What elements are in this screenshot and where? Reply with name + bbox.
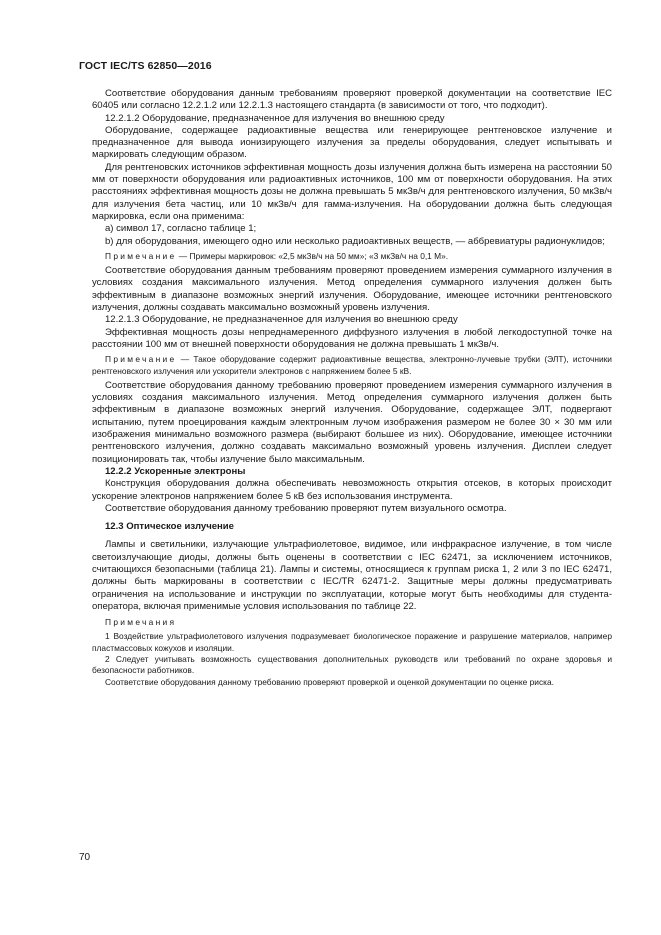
paragraph: Для рентгеновских источников эффективная мощность дозы излучения должна быть измерена на расстоянии 50 мм от поверхности оборудования или радиоактивных источников, 100 мм от поверхности оборудования. На этих расстояниях эффективная мощность дозы не должна превышать 5 мкЗв/ч для рентгеновского излучения, 50 мкЗв/ч для излучения бета частиц, или 10 мкЗв/ч для гамма-излучения. На оборудовании должна быть следующая маркировка, если она применима: (92, 161, 612, 222)
section-heading: 12.3 Оптическое излучение (105, 521, 234, 533)
note-label: Примечание (105, 250, 177, 261)
notes-label (92, 617, 612, 628)
note: 2 Следует учитывать возможность существования дополнительных руководств или требований по охране здоровья и безопасности работников. (92, 654, 612, 676)
note: 1 Воздействие ультрафиолетового излучения подразумевает биологическое поражение и разрушение материалов, например пластмассовых кожухов и изоляции. (92, 631, 612, 653)
paragraph: Соответствие оборудования данным требованиям проверяют проведением измерения суммарного излучения в условиях создания максимального излучения. Метод определения суммарного излучения должен быть эффективным в диапазоне возможных энергий излучения. Оборудование, имеющее источники рентгеновского излучения, должны создавать максимально возможный уровень излучения. (92, 265, 612, 314)
note-text: — Примеры маркировок: «2,5 мкЗв/ч на 50 мм»; «3 мкЗв/ч на 0,1 М». (176, 250, 449, 261)
notes-label-text: Примечания (105, 617, 177, 628)
paragraph: Соответствие оборудования данным требованиям проверяют проверкой документации на соответствие IEC 60405 или согласно 12.2.1.2 или 12.2.1.3 настоящего стандарта (в зависимости от того, что подходит). (92, 88, 612, 112)
note-text: — Такое оборудование содержит радиоактивные вещества, электронно-лучевые трубки (ЭЛТ), источники рентгеновского излучения или ускорители электронов с напряжением более 5 кВ. (92, 354, 612, 376)
clause-heading: 12.2.1.3 Оборудование, не предназначенное для излучения во внешнюю среду (105, 314, 458, 326)
document-header: ГОСТ IEC/TS 62850—2016 (79, 60, 212, 72)
note (92, 251, 612, 262)
note: Соответствие оборудования данному требованию проверяют проверкой и оценкой документации по оценке риска. (105, 676, 555, 687)
note (92, 354, 612, 377)
list-item: a) символ 17, согласно таблице 1; (105, 223, 257, 235)
page-number: 70 (79, 852, 91, 863)
paragraph: Соответствие оборудования данному требованию проверяют проведением измерения суммарного излучения в условиях создания максимального излучения. Метод определения суммарного излучения должен быть эффективным в диапазоне возможных энергий излучения. Оборудование, содержащее ЭЛТ, подвергают испытанию, путем проецирования каждым электронным лучом изображения размером не более 30 × 30 мм или изображения минимально возможного размера (выбирают большее из них). Оборудование, имеющее источники рентгеновского излучения, должно создавать максимально возможный уровень излучения. Дисплеи следует позиционировать так, чтобы излучение было максимальным. (92, 379, 612, 465)
clause-heading: 12.2.1.2 Оборудование, предназначенное для излучения во внешнюю среду (105, 112, 445, 124)
paragraph: Конструкция оборудования должна обеспечивать невозможность открытия отсеков, в которых происходит ускорение электронов напряжением более 5 кВ без использования инструмента. (92, 478, 612, 502)
paragraph: Эффективная мощность дозы непреднамеренного диффузного излучения в любой легкодоступной точке на расстоянии 100 мм от внешней поверхности оборудования не должна превышать 1 мкЗв/ч. (92, 326, 612, 350)
section-heading: 12.2.2 Ускоренные электроны (105, 465, 246, 477)
paragraph: Соответствие оборудования данному требованию проверяют путем визуального осмотра. (105, 502, 507, 514)
note-label: Примечание (105, 354, 177, 365)
list-item: b) для оборудования, имеющего одно или несколько радиоактивных веществ, — аббревиатуры радионуклидов; (105, 235, 605, 247)
document-body (92, 88, 612, 688)
paragraph: Лампы и светильники, излучающие ультрафиолетовое, видимое, или инфракрасное излучение, в том числе светоизлучающие диоды, должны быть оценены в соответствии с IEC 62471, за исключением источников, считающихся безопасными (таблица 21). Лампы и системы, относящиеся к группам риска 1, 2 или 3 по IEC 62471, должны быть маркированы в соответствии с IEC/TR 62471-2. Защитные меры должны предусматривать ограничения на использование и инструкции по эксплуатации, которые могут быть необходимы для студента-оператора, включая применимые условия использования по таблице 22. (92, 539, 612, 612)
paragraph: Оборудование, содержащее радиоактивные вещества или генерирующее рентгеновское излучение и предназначенное для вывода ионизирующего излучения за пределы оборудования, следует испытывать и маркировать следующим образом. (92, 124, 612, 161)
